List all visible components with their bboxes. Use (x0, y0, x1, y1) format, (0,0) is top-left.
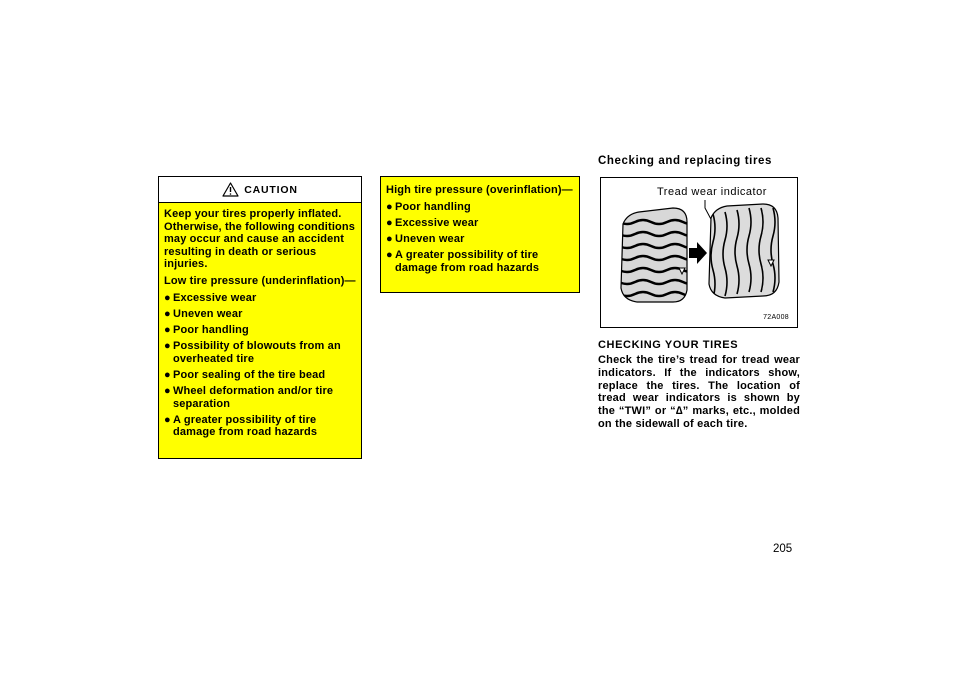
bullet-icon: ● (386, 216, 393, 229)
list-item (164, 414, 356, 439)
figure-code: 72A008 (763, 314, 789, 321)
page-number: 205 (773, 543, 793, 555)
list-item (386, 201, 574, 214)
list-item (386, 233, 574, 246)
bullet-icon: ● (164, 291, 171, 304)
list-item (386, 217, 574, 230)
high-pressure-heading: High tire pressure (overinflation)— (386, 184, 573, 196)
list-item (386, 249, 574, 274)
list-item-text: Possibility of blowouts from an overheated tire (173, 340, 341, 365)
tire-drawing (601, 178, 799, 329)
list-item (164, 308, 356, 321)
low-pressure-list (164, 292, 356, 440)
bullet-icon: ● (386, 232, 393, 245)
bullet-icon: ● (386, 200, 393, 213)
list-item (164, 369, 356, 382)
list-item-text: A greater possibility of tire damage from road hazards (173, 413, 318, 439)
bullet-icon: ● (164, 340, 171, 353)
list-item (164, 292, 356, 305)
list-item-text: Excessive wear (395, 216, 479, 229)
bullet-icon: ● (164, 307, 171, 320)
caution-header (159, 177, 361, 203)
list-item-text: Uneven wear (395, 232, 465, 245)
list-item-text: Uneven wear (173, 307, 243, 320)
high-pressure-body (381, 177, 579, 274)
list-item-text: Poor handling (395, 200, 471, 213)
low-pressure-heading: Low tire pressure (underinflation)— (164, 274, 356, 287)
bullet-icon: ● (164, 323, 171, 336)
list-item-text: Excessive wear (173, 291, 257, 304)
bullet-icon: ● (164, 413, 171, 426)
bullet-icon: ● (386, 249, 393, 262)
tire-illustration (600, 177, 798, 328)
checking-tires-body: Check the tire’s tread for tread wear indicators. If the indicators show, replace the tires. The location of tread wear indicators is shown by the “TWI” or “∆” marks, etc., molded on the sidewall of each tire. (598, 354, 800, 430)
bullet-icon: ● (164, 385, 171, 398)
worn-tire-icon (619, 208, 699, 302)
list-item-text: A greater possibility of tire damage from road hazards (395, 249, 540, 274)
list-item (164, 324, 356, 337)
list-item-text: Poor sealing of the tire bead (173, 368, 326, 381)
high-pressure-box (380, 176, 580, 293)
arrow-right-icon (689, 242, 707, 264)
list-item-text: Wheel deformation and/or tire separation (173, 385, 334, 410)
section-header: Checking and replacing tires (598, 155, 773, 167)
caution-box (158, 176, 362, 459)
caution-title: CAUTION (244, 183, 298, 196)
checking-tires-title: CHECKING YOUR TIRES (598, 339, 739, 351)
high-pressure-list (386, 201, 574, 275)
list-item-text: Poor handling (173, 323, 249, 336)
tread-wear-indicator-label: Tread wear indicator (657, 186, 767, 198)
bullet-icon: ● (164, 368, 171, 381)
list-item (164, 385, 356, 410)
warning-icon (222, 182, 239, 197)
caution-intro: Keep your tires properly inflated. Otherwise, the following conditions may occur and cause an accident resulting in death or serious injuries. (164, 208, 356, 271)
tread-wear-tire-icon (709, 204, 779, 298)
list-item (164, 340, 356, 365)
caution-body (159, 203, 361, 439)
